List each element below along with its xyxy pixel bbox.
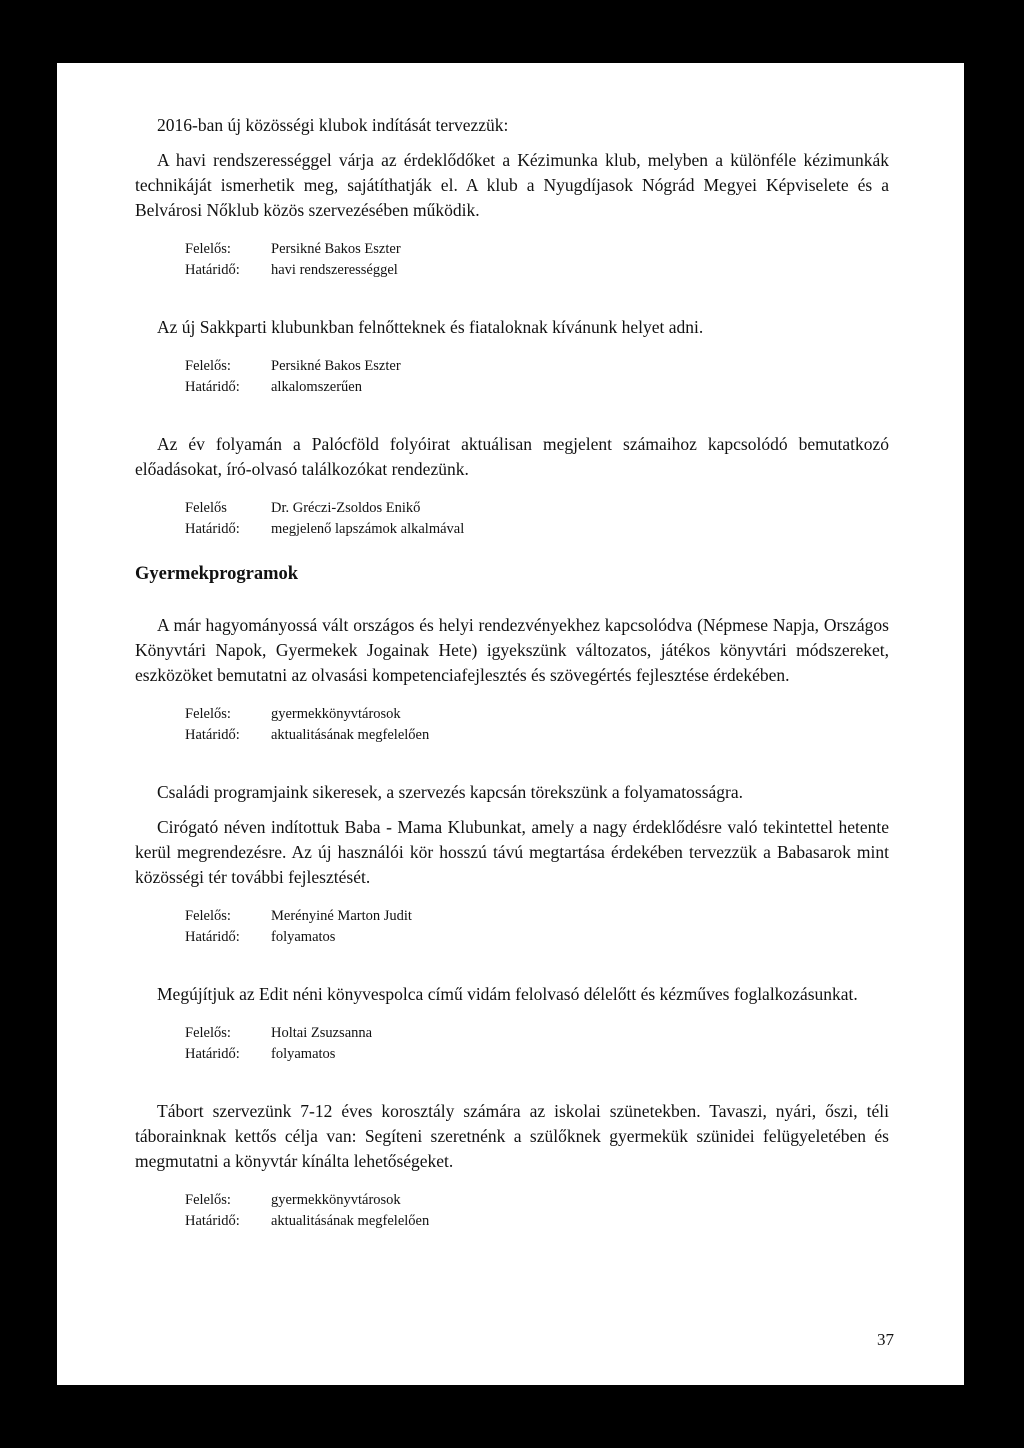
deadline-label: Határidő: — [185, 727, 240, 743]
responsibility-block — [185, 498, 889, 540]
deadline-label: Határidő: — [185, 379, 240, 395]
responsible-value: Merényiné Marton Judit — [271, 908, 412, 924]
deadline-value: megjelenő lapszámok alkalmával — [271, 521, 465, 537]
deadline-value: folyamatos — [271, 1046, 336, 1062]
document-page — [57, 63, 964, 1385]
deadline-value: aktualitásának megfelelően — [271, 1213, 430, 1229]
paragraph-children-programs: A már hagyományossá vált országos és helyi rendezvényekhez kapcsolódva (Népmese Napja, Országos Könyvtári Napok, Gyermekek Jogainak Hete) igyekszünk változatos, játékos könyvtári módszereket, eszközöket bemutatni az olvasási kompetenciafejlesztés és szövegértés fejlesztése érdekében. — [135, 615, 889, 685]
responsibility-block — [185, 239, 889, 281]
deadline-label: Határidő: — [185, 929, 240, 945]
responsibility-block — [185, 356, 889, 398]
deadline-label: Határidő: — [185, 521, 240, 537]
paragraph-edit-neni: Megújítjuk az Edit néni könyvespolca című vidám felolvasó délelőtt és kézműves foglalkozásunkat. — [157, 984, 858, 1004]
deadline-label: Határidő: — [185, 1046, 240, 1062]
responsible-value: gyermekkönyvtárosok — [271, 1192, 401, 1208]
deadline-value: alkalomszerűen — [271, 379, 362, 395]
responsibility-block — [185, 704, 889, 746]
page-number: 37 — [877, 1330, 894, 1349]
responsible-value: Holtai Zsuzsanna — [271, 1025, 373, 1041]
section-title: Gyermekprogramok — [135, 564, 299, 584]
paragraph-family-programs: Családi programjaink sikeresek, a szervezés kapcsán törekszünk a folyamatosságra. — [157, 782, 744, 802]
responsible-label: Felelős: — [185, 241, 231, 257]
responsibility-block — [185, 906, 889, 948]
deadline-label: Határidő: — [185, 262, 240, 278]
deadline-value: folyamatos — [271, 929, 336, 945]
paragraph-palocfold: Az év folyamán a Palócföld folyóirat aktuálisan megjelent számaihoz kapcsolódó bemutatkozó előadásokat, író-olvasó találkozókat rendezünk. — [135, 434, 889, 479]
responsible-value: Persikné Bakos Eszter — [271, 241, 401, 257]
paragraph-tabor: Tábort szervezünk 7-12 éves korosztály számára az iskolai szünetekben. Tavaszi, nyári, őszi, téli táborainknak kettős célja van: Segíteni szeretnénk a szülőknek gyermekük szünidei felügyeletében és megmutatni a könyvtár kínálta lehetőségeket. — [135, 1101, 889, 1171]
page-content — [135, 113, 889, 1232]
responsible-value: Persikné Bakos Eszter — [271, 358, 401, 374]
paragraph-sakkparti-klub: Az új Sakkparti klubunkban felnőtteknek és fiataloknak kívánunk helyet adni. — [157, 317, 704, 337]
responsible-label: Felelős: — [185, 1192, 231, 1208]
responsible-label: Felelős: — [185, 706, 231, 722]
deadline-label: Határidő: — [185, 1213, 240, 1229]
responsible-label: Felelős — [185, 500, 227, 516]
responsible-label: Felelős: — [185, 908, 231, 924]
intro-line: 2016-ban új közösségi klubok indítását tervezzük: — [157, 115, 509, 135]
deadline-value: havi rendszerességgel — [271, 262, 398, 278]
deadline-value: aktualitásának megfelelően — [271, 727, 430, 743]
paragraph-cirogato: Cirógató néven indítottuk Baba - Mama Klubunkat, amely a nagy érdeklődésre való tekintettel hetente kerül megrendezésre. Az új használói kör hosszú távú megtartása érdekében tervezzük a Babasarok mint közösségi tér további fejlesztését. — [135, 817, 889, 887]
responsible-label: Felelős: — [185, 358, 231, 374]
responsible-label: Felelős: — [185, 1025, 231, 1041]
responsible-value: gyermekkönyvtárosok — [271, 706, 401, 722]
responsible-value: Dr. Gréczi-Zsoldos Enikő — [271, 500, 421, 516]
responsibility-block — [185, 1190, 889, 1232]
paragraph-kezimunka-klub: A havi rendszerességgel várja az érdeklődőket a Kézimunka klub, melyben a különféle kézimunkák technikáját ismerhetik meg, sajátíthatják el. A klub a Nyugdíjasok Nógrád Megyei Képviselete és a Belvárosi Nőklub közös szervezésében működik. — [135, 150, 889, 220]
responsibility-block — [185, 1023, 889, 1065]
